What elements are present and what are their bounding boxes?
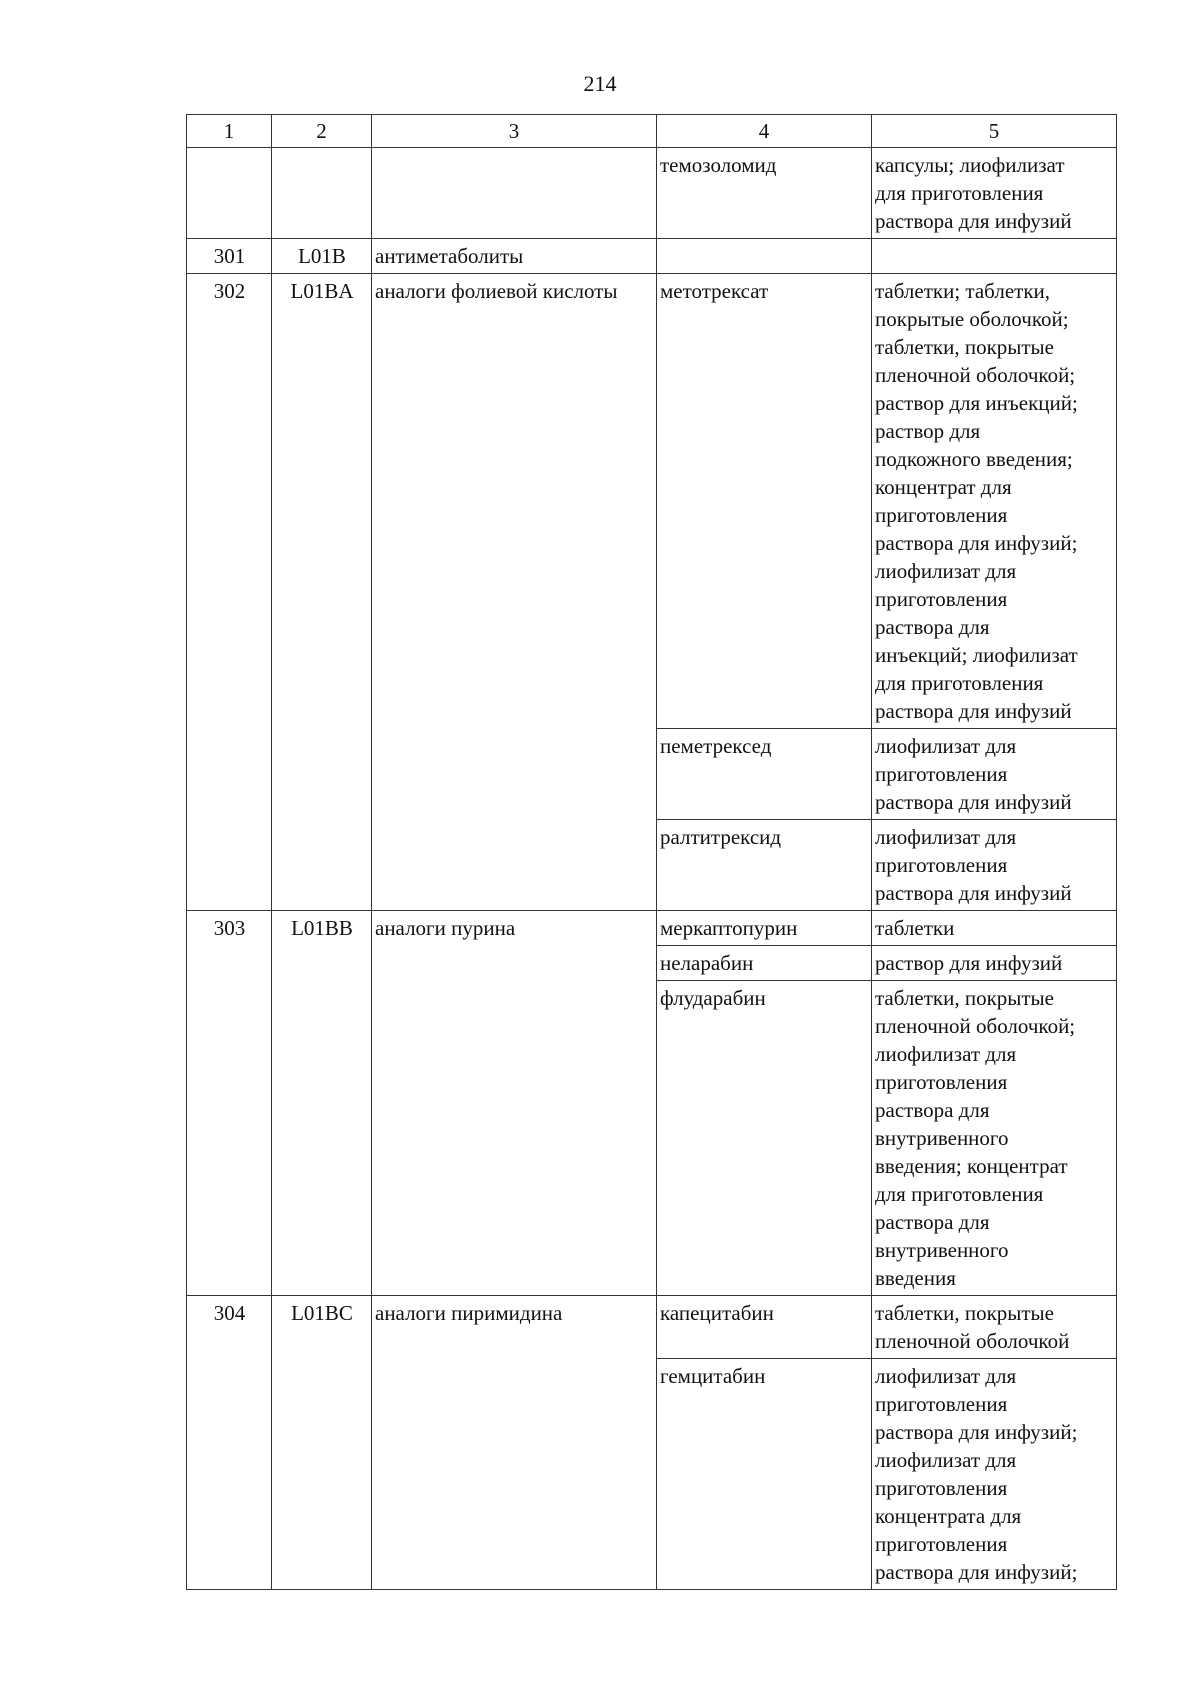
atc-group: антиметаболиты [372,239,657,274]
drug-name: капецитабин [657,1296,872,1359]
dosage-form [872,239,1117,274]
column-header-4: 4 [657,115,872,148]
atc-group: аналоги пиримидина [372,1296,657,1590]
dosage-form-line: лиофилизат для [875,825,1017,849]
dosage-form [872,148,1117,239]
column-header-3: 3 [372,115,657,148]
dosage-form [872,946,1117,981]
drug-name: гемцитабин [657,1359,872,1590]
dosage-form-line: раствора для инфузий; [875,531,1078,555]
dosage-form-line: приготовления [875,1532,1008,1556]
dosage-form-line: концентрат для [875,475,1012,499]
drug-name: темозоломид [657,148,872,239]
row-number: 301 [187,239,272,274]
row-number: 302 [187,274,272,911]
drug-name: ралтитрексид [657,820,872,911]
dosage-form-line: пленочной оболочкой; [875,1014,1076,1038]
dosage-form-line: введения [875,1266,956,1290]
dosage-form [872,981,1117,1296]
dosage-form-line: раствор для инфузий [875,951,1063,975]
atc-group: аналоги пурина [372,911,657,1296]
table-row [187,274,1117,729]
dosage-form-line: раствора для инфузий [875,881,1072,905]
atc-code: L01BC [272,1296,372,1590]
dosage-form-line: раствора для инфузий [875,209,1072,233]
dosage-form-line: лиофилизат для [875,734,1017,758]
dosage-form-line: для приготовления [875,181,1044,205]
dosage-form-line: приготовления [875,1070,1008,1094]
dosage-form-line: приготовления [875,853,1008,877]
table-row [187,1296,1117,1359]
dosage-form-line: таблетки, покрытые [875,335,1054,359]
dosage-form [872,911,1117,946]
dosage-form-line: раствор для [875,419,981,443]
dosage-form-line: пленочной оболочкой; [875,363,1076,387]
dosage-form-line: раствора для инфузий [875,699,1072,723]
column-header-1: 1 [187,115,272,148]
dosage-form-line: лиофилизат для [875,1448,1017,1472]
dosage-form-line: приготовления [875,762,1008,786]
drug-name: флударабин [657,981,872,1296]
drug-name: неларабин [657,946,872,981]
dosage-form-line: раствор для инъекций; [875,391,1078,415]
dosage-form-line: таблетки; таблетки, [875,279,1051,303]
dosage-form-line: приготовления [875,1476,1008,1500]
dosage-form-line: раствора для инфузий; [875,1560,1078,1584]
table-row [187,239,1117,274]
dosage-form-line: покрытые оболочкой; [875,307,1069,331]
dosage-form-line: подкожного введения; [875,447,1073,471]
dosage-form [872,274,1117,729]
dosage-form-line: таблетки, покрытые [875,986,1054,1010]
dosage-form-line: раствора для [875,615,990,639]
dosage-form-line: лиофилизат для [875,1042,1017,1066]
dosage-form [872,729,1117,820]
header-row [187,115,1117,148]
drug-name: пеметрексед [657,729,872,820]
table-row [187,148,1117,239]
dosage-form-line: лиофилизат для [875,1364,1017,1388]
dosage-form-line: приготовления [875,503,1008,527]
atc-code: L01BA [272,274,372,911]
row-number: 304 [187,1296,272,1590]
atc-group: аналоги фолиевой кислоты [372,274,657,911]
column-header-2: 2 [272,115,372,148]
dosage-form-line: раствора для [875,1098,990,1122]
dosage-form-line: внутривенного [875,1126,1009,1150]
dosage-form-line: приготовления [875,1392,1008,1416]
drug-name [657,239,872,274]
dosage-form-line: капсулы; лиофилизат [875,153,1065,177]
dosage-form-line: концентрата для [875,1504,1022,1528]
dosage-form-line: раствора для инфузий [875,790,1072,814]
dosage-form-line: внутривенного [875,1238,1009,1262]
dosage-form-line: для приготовления [875,1182,1044,1206]
column-header-5: 5 [872,115,1117,148]
table-row [187,911,1117,946]
dosage-form-line: таблетки, покрытые [875,1301,1054,1325]
atc-group [372,148,657,239]
dosage-form-line: таблетки [875,916,955,940]
dosage-form [872,1296,1117,1359]
dosage-form-line: пленочной оболочкой [875,1329,1070,1353]
atc-code: L01B [272,239,372,274]
dosage-form-line: раствора для [875,1210,990,1234]
atc-code [272,148,372,239]
dosage-form [872,820,1117,911]
dosage-form-line: приготовления [875,587,1008,611]
atc-code: L01BB [272,911,372,1296]
dosage-form-line: введения; концентрат [875,1154,1068,1178]
drug-name: метотрексат [657,274,872,729]
page-number: 214 [583,71,617,96]
drug-name: меркаптопурин [657,911,872,946]
dosage-form-line: инъекций; лиофилизат [875,643,1078,667]
dosage-form-line: для приготовления [875,671,1044,695]
dosage-form [872,1359,1117,1590]
row-number [187,148,272,239]
dosage-form-line: раствора для инфузий; [875,1420,1078,1444]
row-number: 303 [187,911,272,1296]
drug-table [186,114,1117,1590]
dosage-form-line: лиофилизат для [875,559,1017,583]
